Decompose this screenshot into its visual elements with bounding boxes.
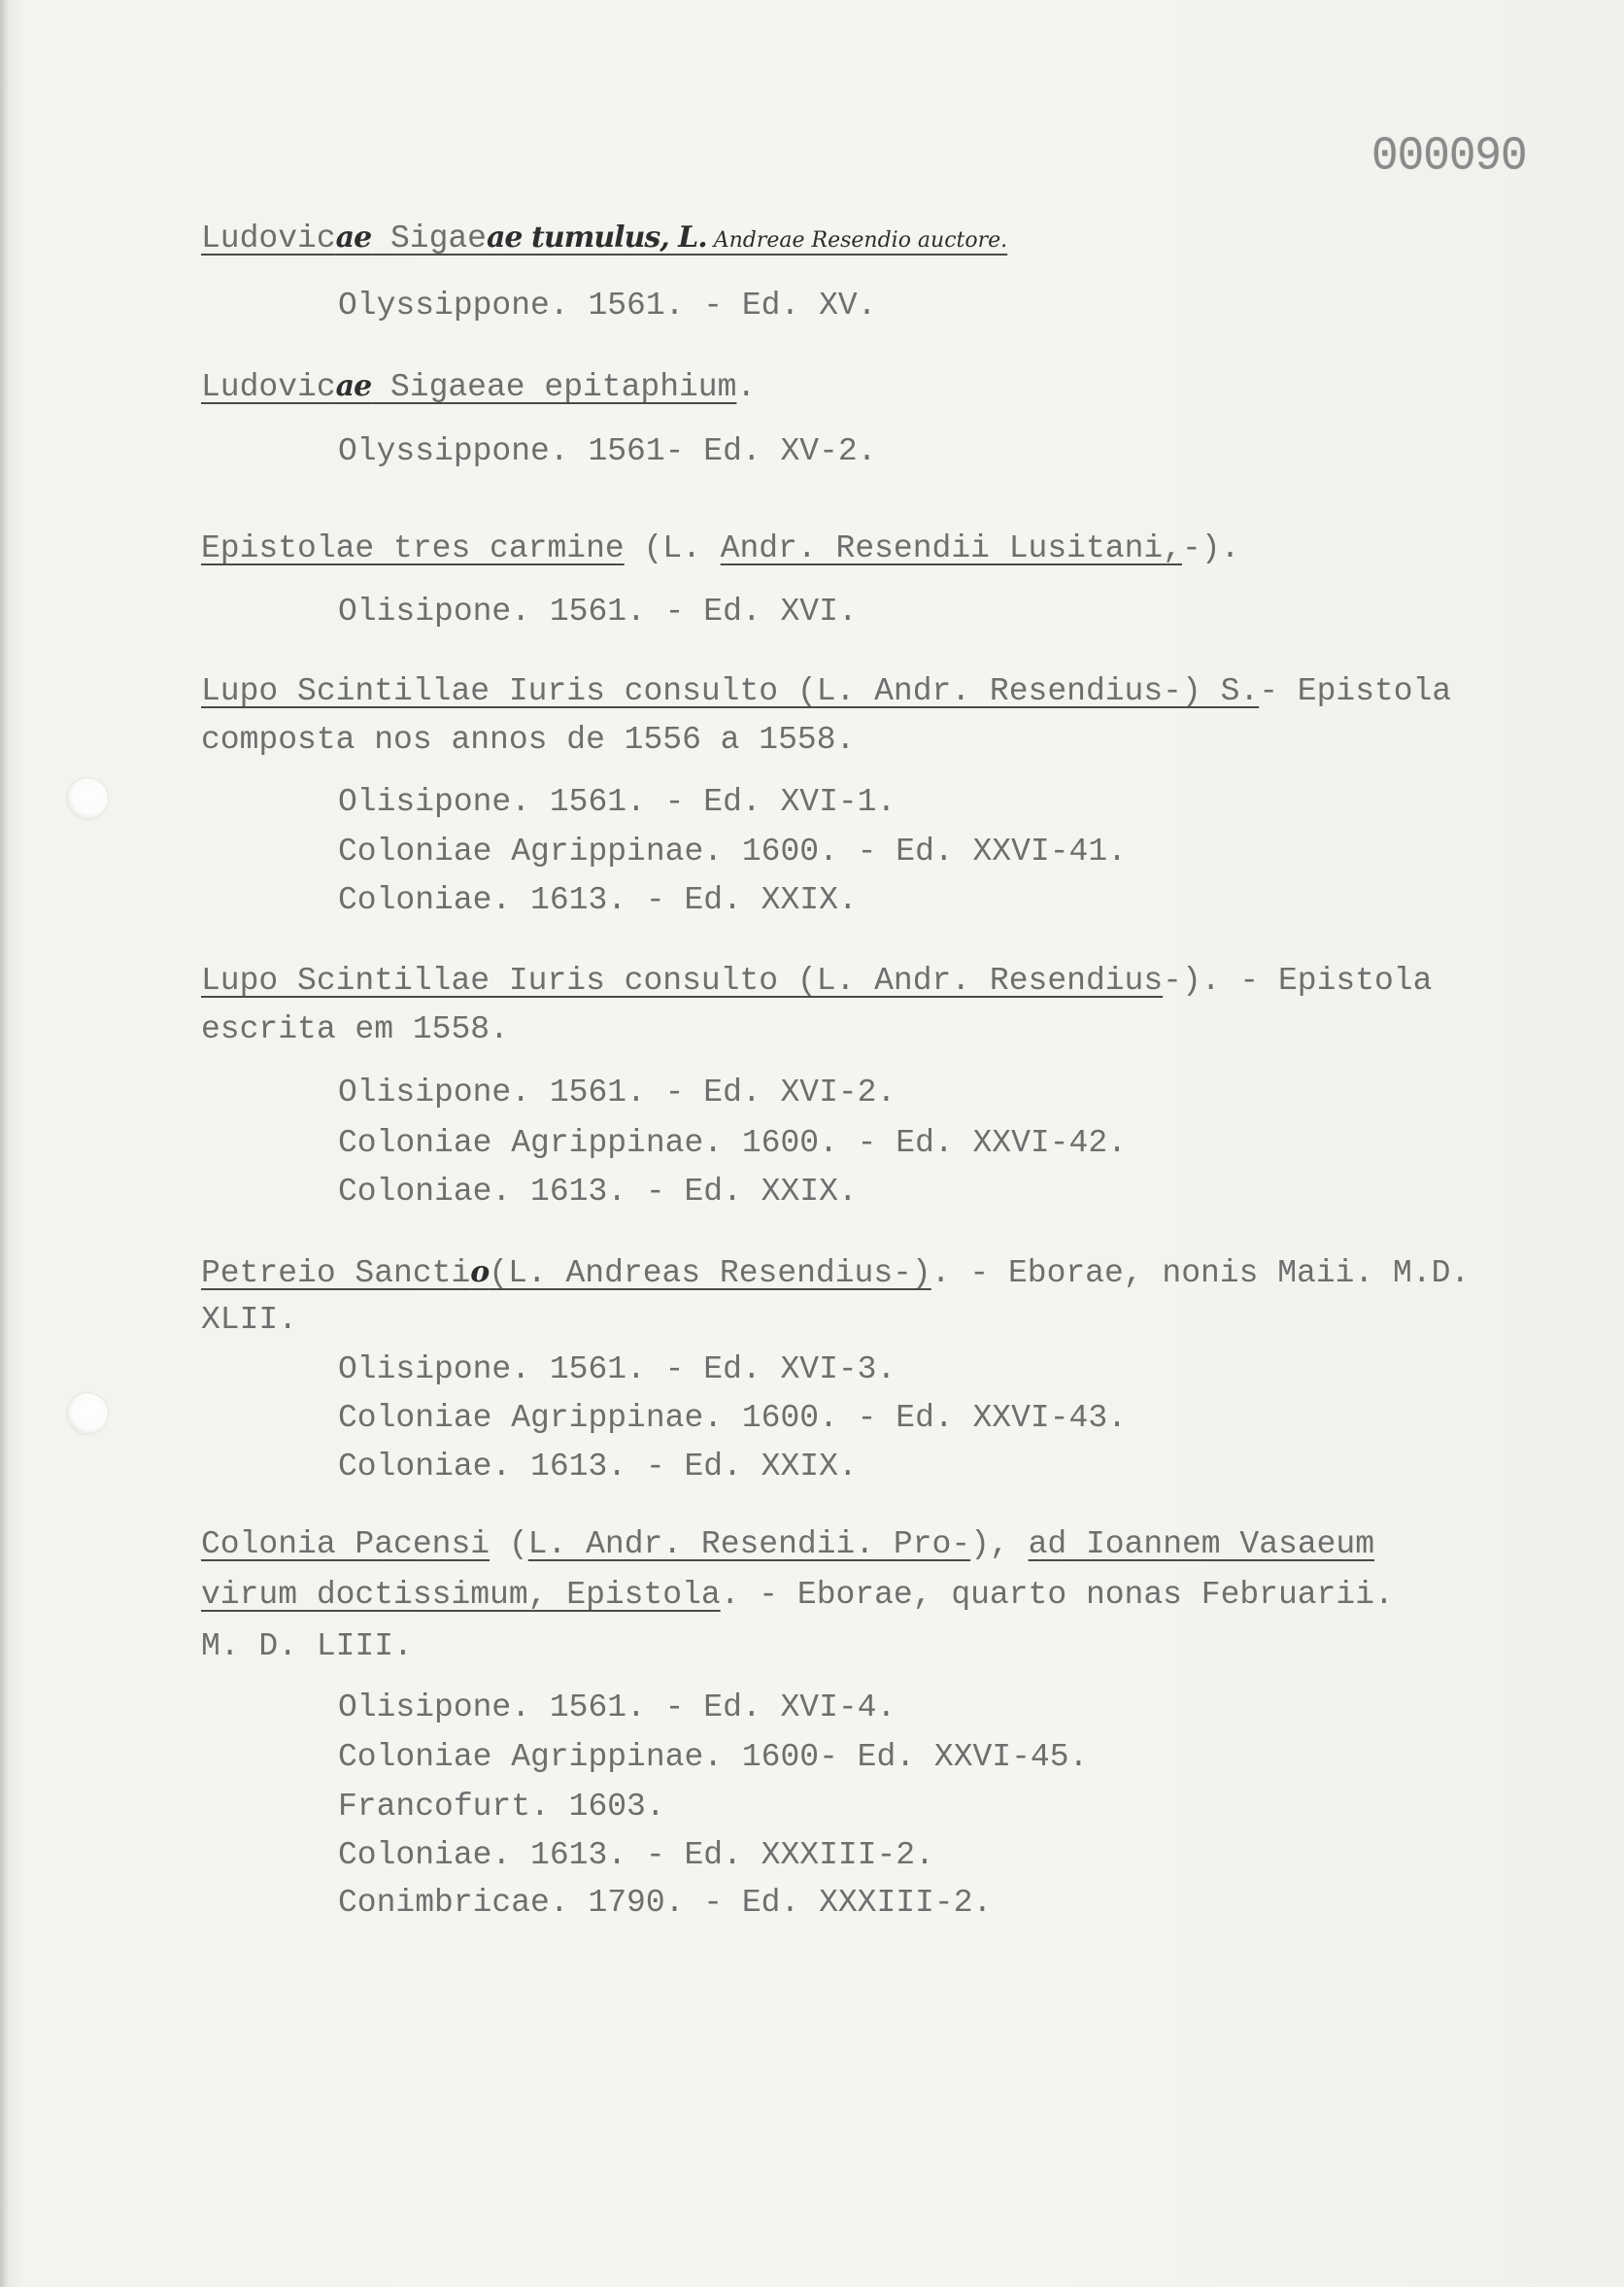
typed-text: escrita em 1558. xyxy=(201,1011,509,1047)
typed-text: Lupo Scintillae Iuris consulto (L. Andr. Resendius xyxy=(201,963,1164,999)
entry-title-continuation xyxy=(201,1296,297,1345)
handwritten-annotation: o xyxy=(470,1255,490,1289)
typed-text: Andr. Resendii Lusitani, xyxy=(720,530,1182,566)
edition-line: Francofurt. 1603. xyxy=(338,1789,665,1825)
edition-line: Coloniae Agrippinae. 1600. - Ed. XXVI-43. xyxy=(338,1400,1127,1436)
typed-text: (L. xyxy=(624,530,721,566)
edition-line: Coloniae. 1613. - Ed. XXIX. xyxy=(338,882,858,918)
handwritten-annotation: ae xyxy=(486,221,523,255)
typed-text: Sigaeae epitaphium xyxy=(371,369,737,405)
entry-title-line xyxy=(201,214,1007,262)
entry-title-continuation xyxy=(201,1622,413,1671)
typed-text: Ludovic xyxy=(201,369,336,405)
typed-text: ), xyxy=(970,1526,1029,1562)
edition-line: Coloniae. 1613. - Ed. XXIX. xyxy=(338,1174,858,1210)
typed-text: -). - Epistola xyxy=(1163,963,1433,999)
edition-line: Olisipone. 1561. - Ed. XVI-3. xyxy=(338,1351,897,1387)
typed-text: Ludovic xyxy=(201,221,336,256)
edition-line: Coloniae Agrippinae. 1600. - Ed. XXVI-41. xyxy=(338,834,1127,870)
page-number: 000090 xyxy=(1371,129,1527,184)
edition-line: Olyssippone. 1561. - Ed. XV. xyxy=(338,288,877,324)
edition-line: Conimbricae. 1790. - Ed. XXXIII-2. xyxy=(338,1885,993,1921)
edition-line: Olisipone. 1561. - Ed. XVI-4. xyxy=(338,1690,897,1725)
entry-title-line xyxy=(201,957,1432,1006)
typed-text: Sigae xyxy=(371,221,487,256)
typed-text: virum doctissimum, Epistola xyxy=(201,1577,721,1613)
edition-line: Coloniae Agrippinae. 1600- Ed. XXVI-45. xyxy=(338,1739,1089,1775)
edition-line: Olisipone. 1561. - Ed. XVI. xyxy=(338,594,858,630)
typed-text: L. Andr. Resendii. Pro- xyxy=(527,1526,971,1562)
typed-text: . xyxy=(736,369,757,405)
entry-title-line xyxy=(201,525,1239,573)
typed-text: - Epistola xyxy=(1259,673,1452,709)
typed-text: ad Ioannem Vasaeum xyxy=(1028,1526,1375,1562)
typed-text: ( xyxy=(490,1526,528,1562)
edition-line: Coloniae. 1613. - Ed. XXIX. xyxy=(338,1449,858,1485)
typed-text: Epistolae tres carmine xyxy=(201,530,625,566)
page-edge-shadow xyxy=(0,0,8,2287)
typed-text: -). xyxy=(1181,530,1240,566)
edition-line: Olisipone. 1561. - Ed. XVI-1. xyxy=(338,784,897,820)
handwritten-annotation: ae xyxy=(335,369,372,403)
typed-text: (L. Andreas Resendius-) xyxy=(489,1255,931,1291)
typed-text: XLII. xyxy=(201,1302,298,1338)
entry-title-line xyxy=(201,1520,1374,1569)
handwritten-annotation: tumulus, L. xyxy=(522,221,707,255)
handwritten-annotation: Andreae Resendio auctore. xyxy=(706,228,1008,253)
typed-text: M. D. LIII. xyxy=(201,1628,413,1664)
entry-title-line xyxy=(201,667,1451,716)
edition-line: Coloniae. 1613. - Ed. XXXIII-2. xyxy=(338,1837,934,1873)
typed-text: Lupo Scintillae Iuris consulto (L. Andr. Resendius-) S. xyxy=(201,673,1260,709)
edition-line: Coloniae Agrippinae. 1600. - Ed. XXVI-42. xyxy=(338,1125,1127,1161)
typed-text: Colonia Pacensi xyxy=(201,1526,491,1562)
punch-hole xyxy=(67,1393,108,1434)
entry-title-continuation xyxy=(201,1571,1394,1620)
typed-text: . - Eborae, quarto nonas Februarii. xyxy=(720,1577,1394,1613)
handwritten-annotation: ae xyxy=(335,221,372,255)
edition-line: Olyssippone. 1561- Ed. XV-2. xyxy=(338,433,877,469)
punch-hole xyxy=(67,778,108,819)
typed-text: Petreio Sancti xyxy=(201,1255,471,1291)
typed-text: composta nos annos de 1556 a 1558. xyxy=(201,722,856,758)
entry-title-continuation xyxy=(201,716,855,765)
edition-line: Olisipone. 1561. - Ed. XVI-2. xyxy=(338,1075,897,1110)
entry-title-line xyxy=(201,362,756,411)
typed-text: . - Eborae, nonis Maii. M.D. xyxy=(930,1255,1471,1291)
entry-title-continuation xyxy=(201,1006,509,1054)
entry-title-line xyxy=(201,1248,1470,1297)
